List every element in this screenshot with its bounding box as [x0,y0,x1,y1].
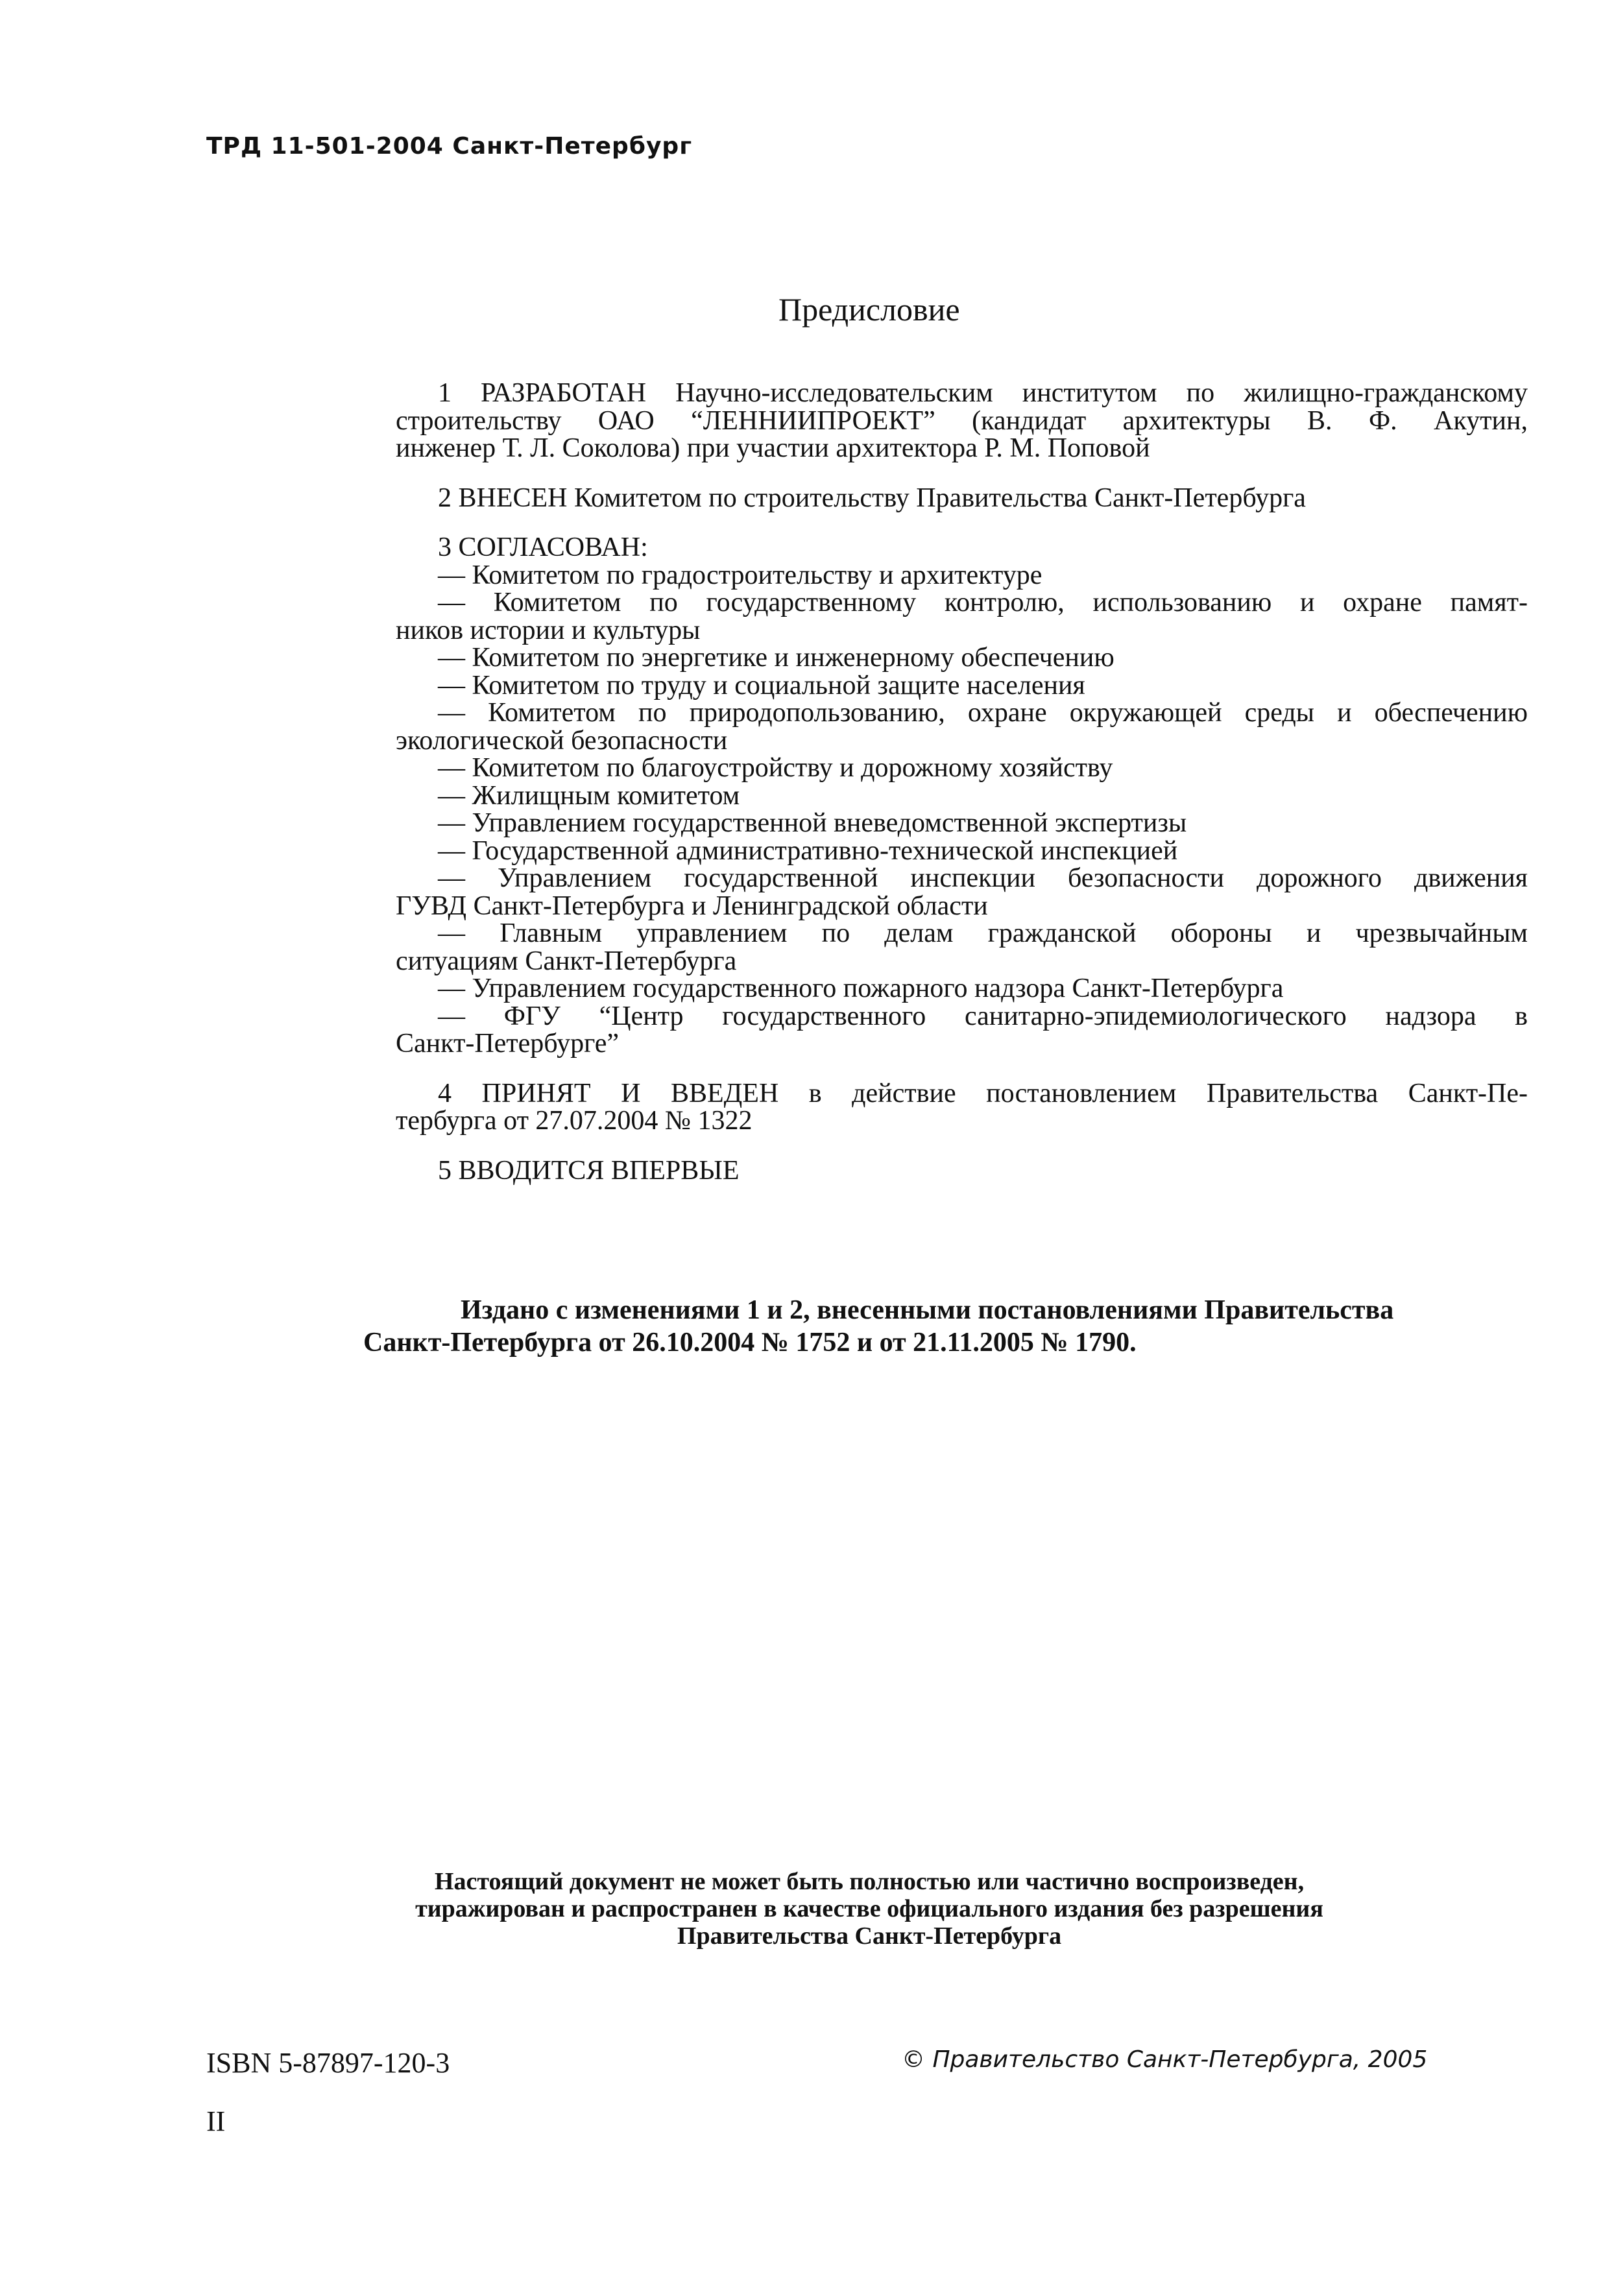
approval-line: — Комитетом по государственному контролю, использованию и охране памят- [438,588,1528,617]
approval-line: — Главным управлением по делам гражданской обороны и чрезвычайным [438,918,1528,948]
preface-body [396,378,1528,1186]
approvals-heading: 3 СОГЛАСОВАН: [438,532,648,562]
approval-line: — Управлением государственной инспекции безопасности дорожного движения [438,863,1528,893]
copyright-notice [337,1868,1401,1950]
text-line: 1 РАЗРАБОТАН Научно-исследовательским институтом по жилищно-гражданскому [438,378,1528,408]
approval-line: — Комитетом по энергетике и инженерному обеспечению [438,643,1115,673]
edition-line: Издано с изменениями 1 и 2, внесенными постановлениями Правительства [461,1295,1394,1325]
text-line: инженер Т. Л. Соколова) при участии архитектора Р. М. Поповой [396,433,1150,463]
preface-item-2 [438,484,1528,512]
isbn: ISBN 5-87897-120-3 [206,2047,450,2079]
approval-line: — ФГУ “Центр государственного санитарно-эпидемиологического надзора в [438,1001,1528,1031]
approval-line: ГУВД Санкт-Петербурга и Ленинградской области [396,891,988,921]
preface-item-5 [438,1157,1528,1185]
page-number: II [206,2105,226,2137]
approval-line: — Управлением государственного пожарного надзора Санкт-Петербурга [438,974,1284,1003]
approval-line: экологической безопасности [396,725,728,756]
text-line: 4 ПРИНЯТ И ВВЕДЕН в действие постановлением Правительства Санкт-Пе- [438,1078,1528,1108]
preface-item-3 [396,532,1528,1058]
text-line: 2 ВНЕСЕН Комитетом по строительству Правительства Санкт-Петербурга [438,483,1306,513]
document-header: ТРД 11-501-2004 Санкт-Петербург [206,133,692,160]
approval-line: — Государственной административно-технической инспекцией [438,835,1178,866]
approval-line: ников истории и культуры [396,615,701,645]
approval-line: — Комитетом по благоустройству и дорожному хозяйству [438,753,1113,783]
page-title: Предисловие [778,291,960,328]
preface-item-1-line [438,379,1528,407]
approval-line: — Жилищным комитетом [438,780,740,811]
edition-line: Санкт-Петербурга от 26.10.2004 № 1752 и от 21.11.2005 № 1790. [363,1328,1137,1357]
text-line: 5 ВВОДИТСЯ ВПЕРВЫЕ [438,1155,740,1186]
approval-line: ситуациям Санкт-Петербурга [396,946,737,976]
notice-line: Правительства Санкт-Петербурга [677,1922,1062,1950]
approval-line: — Комитетом по природопользованию, охране окружающей среды и обеспечению [438,698,1528,728]
preface-item-1 [396,378,1528,463]
approval-line: Санкт-Петербурге” [396,1029,620,1058]
text-line: строительству ОАО “ЛЕННИИПРОЕКТ” (кандидат архитектуры В. Ф. Акутин, [396,405,1528,436]
preface-item-1-line [396,407,1528,435]
text-line: тербурга от 27.07.2004 № 1322 [396,1106,753,1136]
preface-item-1-line [396,435,1528,462]
preface-item-4 [396,1078,1528,1136]
notice-line: Настоящий документ не может быть полностью или частично воспроизведен, [434,1868,1305,1895]
approval-line: — Комитетом по труду и социальной защите населения [438,670,1085,700]
approval-line: — Комитетом по градостроительству и архитектуре [438,560,1043,590]
approval-line: — Управлением государственной вневедомственной экспертизы [438,808,1187,838]
copyright-line: © Правительство Санкт-Петербурга, 2005 [902,2046,1428,2073]
notice-line: тиражирован и распространен в качестве официального издания без разрешения [415,1895,1323,1922]
edition-note [363,1294,1466,1359]
